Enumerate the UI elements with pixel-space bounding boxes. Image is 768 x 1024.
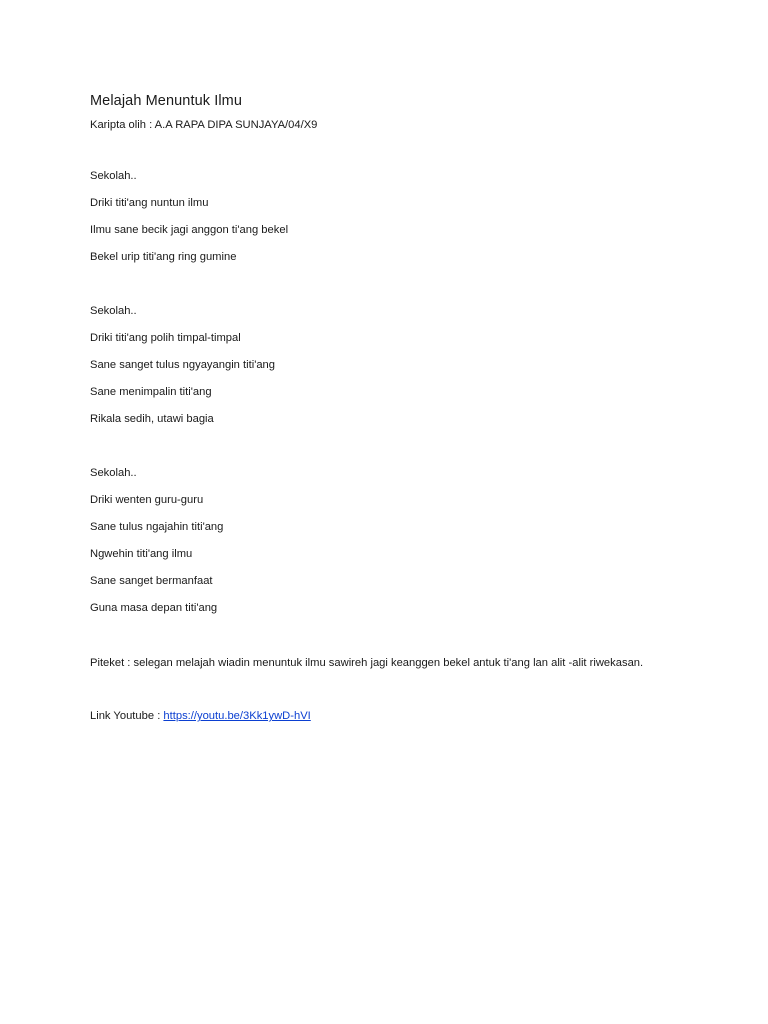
poem-line: Bekel urip titi'ang ring gumine	[90, 251, 237, 263]
poem-line: Driki titi'ang polih timpal-timpal	[90, 332, 241, 344]
poem-line: Sekolah..	[90, 467, 137, 479]
stanza-2	[90, 304, 690, 426]
poem-line: Sane sanget bermanfaat	[90, 575, 213, 587]
youtube-link[interactable]: https://youtu.be/3Kk1ywD-hVI	[163, 710, 311, 722]
poem-line: Guna masa depan titi'ang	[90, 602, 218, 614]
poem-title: Melajah Menuntuk Ilmu	[90, 93, 243, 109]
stanza-3	[90, 466, 690, 615]
poem-line: Sekolah..	[90, 170, 137, 182]
poem-line: Sane menimpalin titi'ang	[90, 386, 212, 398]
youtube-link-label: Link Youtube :	[90, 710, 164, 722]
youtube-link-row	[90, 709, 690, 723]
poem-line: Sekolah..	[90, 305, 137, 317]
moral-paragraph: Piteket : selegan melajah wiadin menuntuk ilmu sawireh jagi keanggen bekel antuk ti'ang lan alit -alit riwekasan.	[90, 657, 644, 669]
document-content	[90, 90, 690, 723]
poem-line: Ngwehin titi'ang ilmu	[90, 548, 193, 560]
author-line: Karipta olih : A.A RAPA DIPA SUNJAYA/04/X9	[90, 119, 318, 131]
poem-line: Rikala sedih, utawi bagia	[90, 413, 214, 425]
stanza-1	[90, 169, 690, 264]
poem-line: Ilmu sane becik jagi anggon ti'ang bekel	[90, 224, 289, 236]
poem-line: Driki wenten guru-guru	[90, 494, 204, 506]
poem-line: Sane tulus ngajahin titi'ang	[90, 521, 224, 533]
poem-line: Driki titi'ang nuntun ilmu	[90, 197, 209, 209]
poem-line: Sane sanget tulus ngyayangin titi'ang	[90, 359, 275, 371]
